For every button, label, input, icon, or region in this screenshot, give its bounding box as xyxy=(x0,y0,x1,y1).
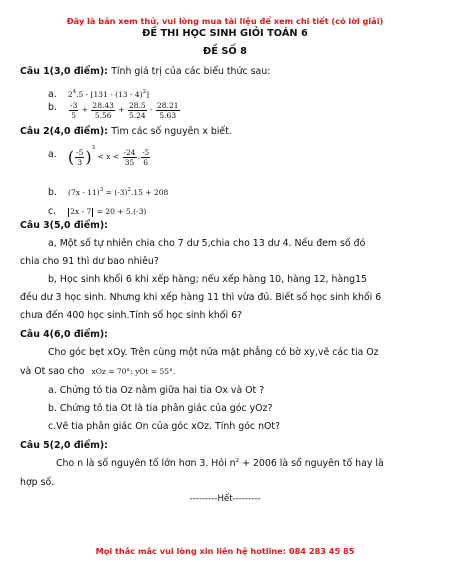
item-label: b. xyxy=(48,187,57,198)
item-label: c. xyxy=(48,206,57,217)
question-2c xyxy=(48,199,146,218)
expression-1b: $\frac{-3}{5}$ + $\frac{28.43}{5.56}$ + $\frac{28.5}{5.24}$ - $\frac{28.21}{5.63}$ xyxy=(70,100,179,120)
exam-subtitle: ĐỀ SỐ 8 xyxy=(203,46,247,57)
question-4a: a. Chứng tỏ tia Oz nằm giữa hai tia Ox và Ot ? xyxy=(48,385,265,396)
question-1 xyxy=(20,66,270,77)
question-4-label: Câu 4(6,0 điểm): xyxy=(20,329,108,340)
question-3a-line2: chia cho 91 thì dư bao nhiêu? xyxy=(20,256,159,267)
footer-notice: Mọi thắc mắc vui lòng xin liên hệ hotline: 084 283 45 85 xyxy=(95,546,355,556)
question-5-label: Câu 5(2,0 điểm): xyxy=(20,440,108,451)
question-4-line1: Cho góc bẹt xOy. Trên cùng một nửa mặt phẳng có bờ xy,vẽ các tia Oz xyxy=(48,347,379,358)
expression-2b: $(7x - 11)^3 = (-3)^2.15 + 208$ xyxy=(68,187,169,197)
question-3b-line2: đều dư 3 học sinh. Nhưng khi xếp hàng 11 thì vừa đủ. Biết số học sinh khối 6 xyxy=(20,292,382,303)
question-3b-line3: chưa đến 400 học sinh.Tính số học sinh khối 6? xyxy=(20,310,243,321)
header-notice: Đây là bản xem thử, vui lòng mua tài liệu để xem chi tiết (có lời giải) xyxy=(66,16,384,26)
expression-2a: ( $\frac{-5}{3}$ )$^3$ < x < $\frac{-24}{35}$ . $\frac{-5}{6}$ xyxy=(67,145,150,167)
expression-2c: 2x - 7 = 20 + 5.(-3) xyxy=(70,207,147,216)
question-2 xyxy=(20,126,232,137)
question-5-line2: hợp số. xyxy=(20,477,55,488)
question-3b-line1: b, Học sinh khối 6 khi xếp hàng; nếu xếp hàng 10, hàng 12, hàng15 xyxy=(48,274,368,285)
question-2-text: Tìm các số nguyên x biết. xyxy=(111,126,232,137)
question-2b xyxy=(48,180,168,199)
item-label: a. xyxy=(48,149,57,160)
expression-1a: $2^4.5 - [131 - (13 - 4)^2]$ xyxy=(67,89,150,99)
question-4-line2: và Ot sao cho xOz = 70°; yOt = 55°. xyxy=(20,366,176,377)
item-label: b. xyxy=(48,102,57,113)
question-2-label: Câu 2(4,0 điểm): xyxy=(20,126,108,137)
question-4c: c.Vẽ tia phân giác On của góc xOz. Tính góc nOt? xyxy=(48,421,281,432)
question-3-label: Câu 3(5,0 điểm): xyxy=(20,220,108,231)
item-label: a. xyxy=(48,89,57,100)
question-1-text: Tính giá trị của các biểu thức sau: xyxy=(111,66,271,77)
question-3a-line1: a, Một số tự nhiên chia cho 7 dư 5,chia cho 13 dư 4. Nếu đem số đó xyxy=(48,238,366,249)
angle-expression: xOz = 70°; yOt = 55°. xyxy=(91,367,176,376)
exam-title: ĐỀ THI HỌC SINH GIỎI TOÁN 6 xyxy=(142,28,308,39)
end-mark: ---------Hết--------- xyxy=(189,494,261,504)
question-5-line1: Cho n là số nguyên tố lớn hơn 3. Hỏi $n^2 + 2006$ là số nguyên tố hay là xyxy=(56,458,384,469)
question-1b xyxy=(48,97,181,120)
question-1-label: Câu 1(3,0 điểm): xyxy=(20,66,108,77)
question-4b: b. Chứng tỏ tia Ot là tia phân giác của góc yOz? xyxy=(48,403,273,414)
question-2a xyxy=(48,144,151,167)
